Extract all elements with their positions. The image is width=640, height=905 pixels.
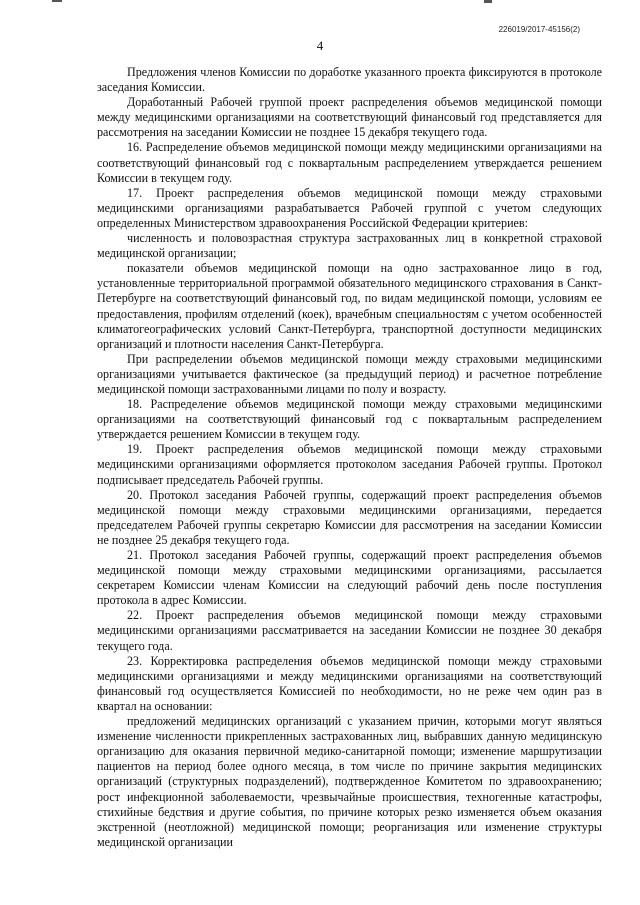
document-registration-number: 226019/2017-45156(2) bbox=[498, 25, 580, 34]
paragraph: предложений медицинских организаций с указанием причин, которыми могут являться изменение численности прикрепленных застрахованных лиц, выбравших данную медицинскую организацию для оказания первичной медико-санитарной помощи; изменение маршрутизации пациентов на период более одного месяца, в том числе по причине закрытия медицинских организаций (структурных подразделений), подтвержденное Комитетом по здравоохранению; рост инфекционной заболеваемости, чрезвычайные происшествия, техногенные катастрофы, стихийные бедствия и другие события, по причине которых резко изменяется объем оказания экстренной (неотложной) медицинской помощи; реорганизация или изменение структуры медицинской организации bbox=[97, 714, 602, 849]
paragraph: При распределении объемов медицинской помощи между страховыми медицинскими организациями учитывается фактическое (за предыдущий период) и расчетное потребление медицинской помощи застрахованными лицами по полу и возрасту. bbox=[97, 351, 602, 396]
paragraph: 22. Проект распределения объемов медицинской помощи между страховыми медицинскими организациями рассматривается на заседании Комиссии не позднее 30 декабря текущего года. bbox=[97, 608, 602, 653]
page-number: 4 bbox=[316, 38, 324, 53]
scan-artifact-top-right bbox=[484, 0, 492, 3]
paragraph: 17. Проект распределения объемов медицинской помощи между страховыми медицинскими организациями разрабатывается Рабочей группой с учетом следующих определенных Министерством здравоохранения Российской Федерации критериев: bbox=[97, 185, 602, 230]
paragraph: 18. Распределение объемов медицинской помощи между страховыми медицинскими организациями на соответствующий финансовый год с поквартальным распределением утверждается решением Комиссии в текущем году. bbox=[97, 397, 602, 442]
paragraph: Доработанный Рабочей группой проект распределения объемов медицинской помощи между медицинскими организациями на соответствующий финансовый год представляется для рассмотрения на заседании Комиссии не позднее 15 декабря текущего года. bbox=[97, 95, 602, 140]
paragraph: Предложения членов Комиссии по доработке указанного проекта фиксируются в протоколе заседания Комиссии. bbox=[97, 65, 602, 95]
scan-artifact-top-left bbox=[52, 0, 62, 2]
paragraph: 19. Проект распределения объемов медицинской помощи между страховыми медицинскими организациями оформляется протоколом заседания Рабочей группы. Протокол подписывает председатель Рабочей группы. bbox=[97, 442, 602, 487]
paragraph: показатели объемов медицинской помощи на одно застрахованное лицо в год, установленные территориальной программой обязательного медицинского страхования в Санкт-Петербурге на соответствующий финансовый год, по видам медицинской помощи, условиям ее предоставления, профилям отделений (коек), врачебным специальностям с учетом особенностей климатогеографических условий Санкт-Петербурга, транспортной доступности медицинских организаций и плотности населения Санкт-Петербурга. bbox=[97, 261, 602, 351]
paragraph: 23. Корректировка распределения объемов медицинской помощи между страховыми медицинскими организациями и между медицинскими организациями на соответствующий финансовый год осуществляется Комиссией по необходимости, но не реже чем один раз в квартал на основании: bbox=[97, 653, 602, 713]
paragraph: 16. Распределение объемов медицинской помощи между медицинскими организациями на соответствующий финансовый год с поквартальным распределением утверждается решением Комиссии в текущем году. bbox=[97, 140, 602, 185]
paragraph: численность и половозрастная структура застрахованных лиц в конкретной страховой медицинской организации; bbox=[97, 231, 602, 261]
document-body bbox=[97, 65, 602, 850]
paragraph: 21. Протокол заседания Рабочей группы, содержащий проект распределения объемов медицинской помощи между страховыми медицинскими организациями, рассылается секретарем Комиссии членам Комиссии на следующий рабочий день после поступления протокола в адрес Комиссии. bbox=[97, 548, 602, 608]
paragraph: 20. Протокол заседания Рабочей группы, содержащий проект распределения объемов медицинской помощи между страховыми медицинскими организациями, передается председателем Рабочей группы секретарю Комиссии для рассмотрения на заседании Комиссии не позднее 25 декабря текущего года. bbox=[97, 487, 602, 547]
